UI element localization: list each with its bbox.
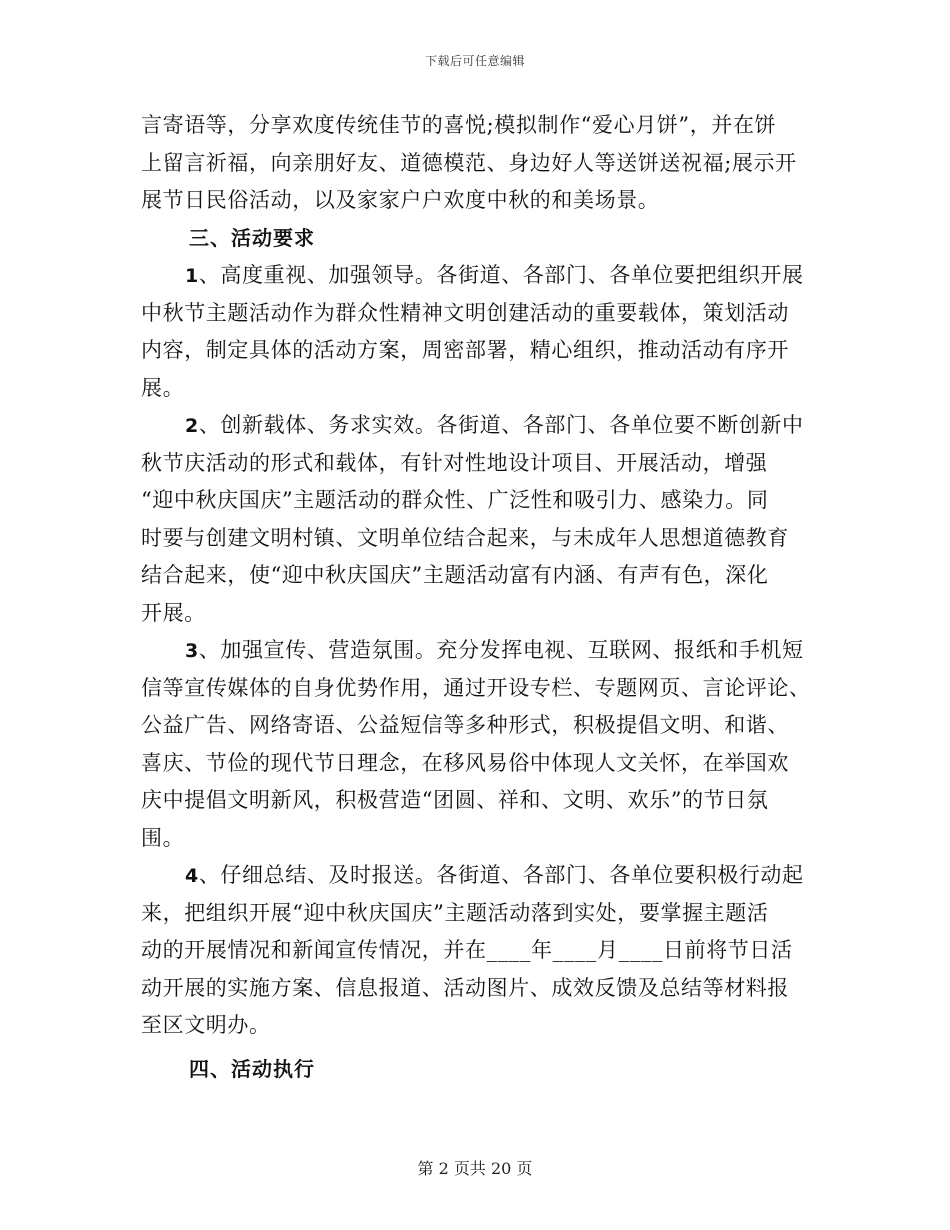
paragraph-item-2-line: 时要与创建文明村镇、文明单位结合起来，与未成年人思想道德教育 bbox=[141, 525, 789, 550]
body-line: 上留言祈福，向亲朋好友、道德模范、身边好人等送饼送祝福;展示开 bbox=[141, 150, 797, 175]
item-text: 、加强宣传、营造氛围。充分发挥电视、互联网、报纸和手机短 bbox=[198, 638, 804, 662]
paragraph-item-1-line: 内容，制定具体的活动方案，周密部署，精心组织，推动活动有序开 bbox=[141, 338, 789, 362]
item-text: 、仔细总结、及时报送。各街道、各部门、各单位要积极行动起 bbox=[198, 863, 804, 887]
paragraph-item-3-line: 庆中提倡文明新风，积极营造“团圆、祥和、文明、欢乐”的节日氛 bbox=[141, 788, 769, 812]
paragraph-item-1-line: 展。 bbox=[141, 375, 185, 400]
paragraph-item-4-line: 动的开展情况和新闻宣传情况，并在____年____月____日前将节日活 bbox=[141, 938, 793, 962]
paragraph-item-4-line: 至区文明办。 bbox=[141, 1013, 271, 1037]
body-line: 展节日民俗活动，以及家家户户欢度中秋的和美场景。 bbox=[141, 188, 660, 212]
paragraph-item-3-line bbox=[141, 632, 809, 670]
section-heading-execution: 四、活动执行 bbox=[189, 1056, 315, 1081]
paragraph-item-2-line: 结合起来，使“迎中秋庆国庆”主题活动富有内涵、有声有色，深化 bbox=[141, 563, 769, 587]
paragraph-item-2-line: “迎中秋庆国庆”主题活动的群众性、广泛性和吸引力、感染力。同 bbox=[141, 488, 769, 512]
paragraph-item-1-line bbox=[141, 257, 809, 295]
body-line: 言寄语等，分享欢度传统佳节的喜悦;模拟制作“爱心月饼”，并在饼 bbox=[141, 113, 777, 137]
page-footer: 第 2 页共 20 页 bbox=[417, 1159, 533, 1178]
paragraph-item-3-line: 围。 bbox=[141, 825, 185, 850]
paragraph-item-2-line: 开展。 bbox=[141, 600, 206, 625]
item-number: 3 bbox=[185, 640, 199, 662]
paragraph-item-2-line: 秋节庆活动的形式和载体，有针对性地设计项目、开展活动，增强 bbox=[141, 450, 768, 475]
item-text: 、创新载体、务求实效。各街道、各部门、各单位要不断创新中 bbox=[198, 413, 804, 437]
item-number: 1 bbox=[185, 265, 199, 287]
paragraph-item-3-line: 公益广告、网络寄语、公益短信等多种形式，积极提倡文明、和谐、 bbox=[141, 713, 789, 737]
section-heading-requirements: 三、活动要求 bbox=[189, 225, 315, 250]
paragraph-item-4-line bbox=[141, 857, 809, 895]
page-header: 下载后可任意编辑 bbox=[424, 54, 525, 68]
document-body bbox=[141, 107, 809, 1088]
item-text: 、高度重视、加强领导。各街道、各部门、各单位要把组织开展 bbox=[198, 263, 804, 287]
item-number: 2 bbox=[185, 415, 199, 437]
paragraph-item-2-line bbox=[141, 407, 809, 445]
paragraph-item-3-line: 喜庆、节俭的现代节日理念，在移风易俗中体现人文关怀，在举国欢 bbox=[141, 750, 789, 775]
item-number: 4 bbox=[185, 865, 199, 887]
paragraph-item-3-line: 信等宣传媒体的自身优势作用，通过开设专栏、专题网页、言论评论、 bbox=[141, 675, 811, 700]
paragraph-item-1-line: 中秋节主题活动作为群众性精神文明创建活动的重要载体，策划活动 bbox=[141, 300, 789, 325]
paragraph-item-4-line: 来，把组织开展“迎中秋庆国庆”主题活动落到实处，要掌握主题活 bbox=[141, 900, 769, 925]
paragraph-item-4-line: 动开展的实施方案、信息报道、活动图片、成效反馈及总结等材料报 bbox=[141, 975, 789, 1000]
